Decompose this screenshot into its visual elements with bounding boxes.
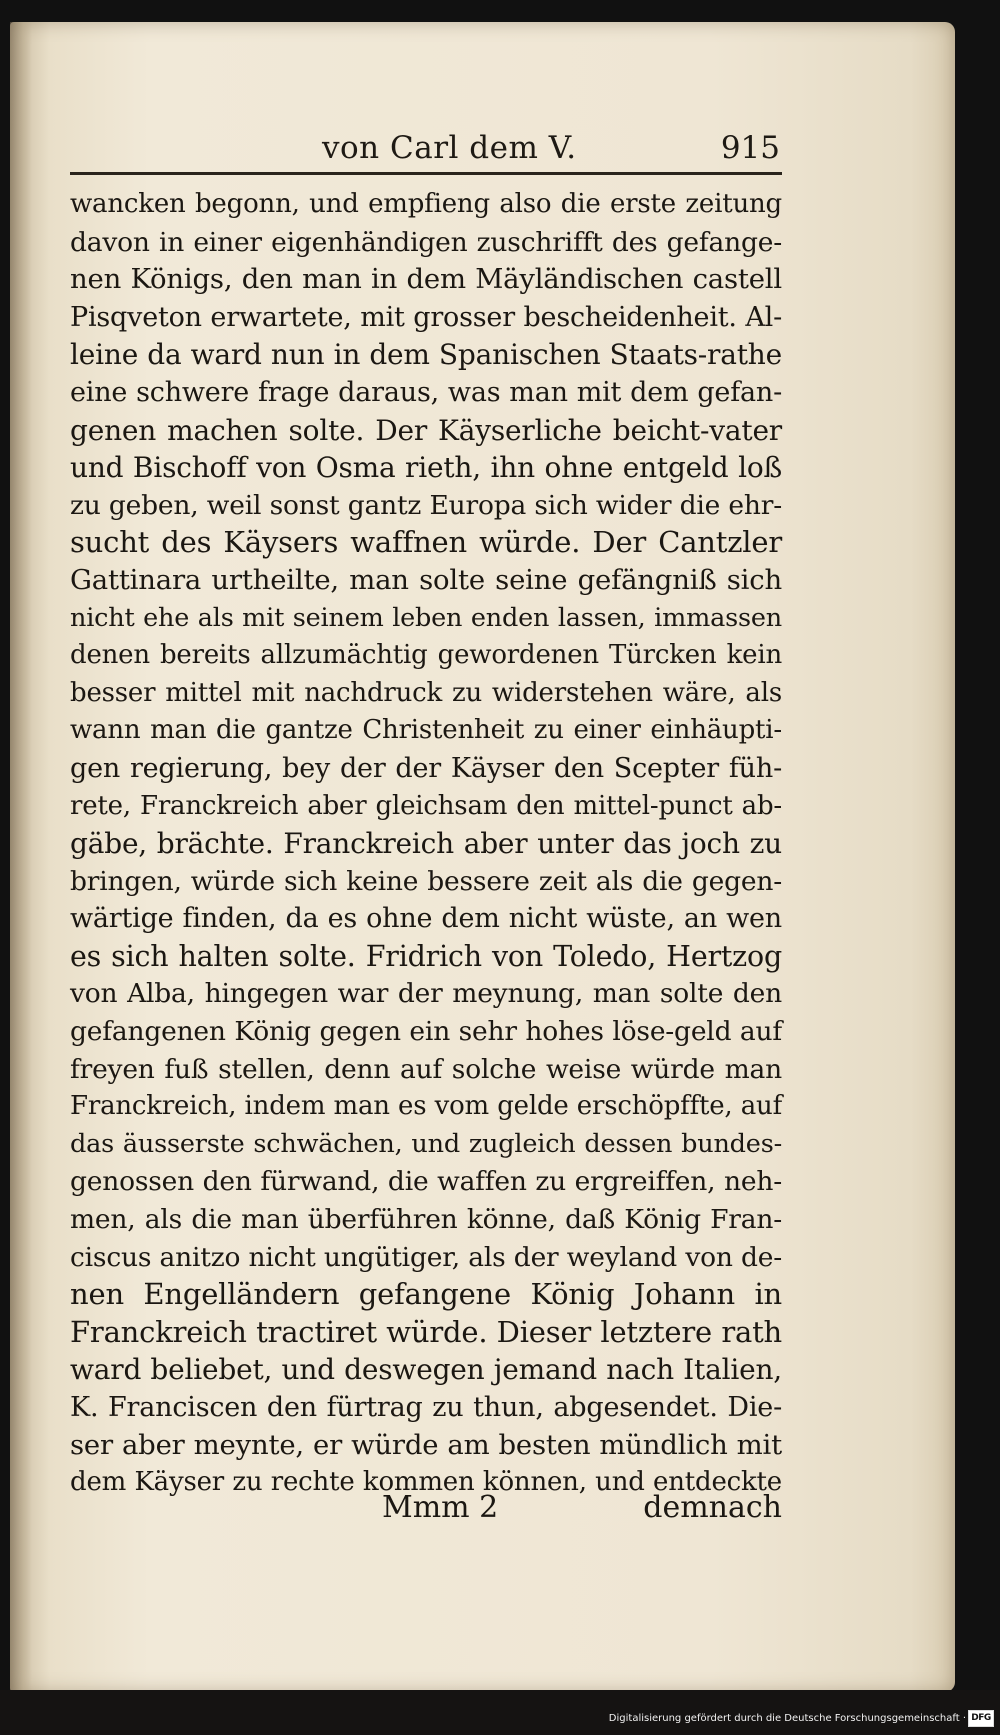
text-line: K. Franciscen den fürtrag zu thun, abgesendet. Die- [70, 1392, 782, 1423]
page-gutter-shadow [10, 22, 32, 1692]
header-rule [70, 172, 782, 175]
text-line: wann man die gantze Christenheit zu einer einhäupti- [70, 715, 782, 746]
page-footer [70, 1490, 782, 1534]
text-line: sucht des Käysers waffnen würde. Der Cantzler [70, 525, 782, 560]
text-line: wärtige finden, da es ohne dem nicht wüste, an wen [70, 903, 782, 935]
text-line: gäbe, brächte. Franckreich aber unter das joch zu [70, 827, 782, 861]
text-line: von Alba, hingegen war der meynung, man solte den [70, 978, 782, 1010]
text-line: nen Königs, den man in dem Mäyländischen castell [70, 263, 782, 296]
text-line: eine schwere frage daraus, was man mit dem gefan- [70, 376, 782, 408]
catchword: demnach [643, 1490, 782, 1525]
text-line: nen Engelländern gefangene König Johann in [70, 1277, 782, 1312]
text-line: das äusserste schwächen, und zugleich dessen bundes- [70, 1128, 782, 1159]
text-line: freyen fuß stellen, denn auf solche weise würde man [70, 1053, 782, 1085]
text-line: nicht ehe als mit seinem leben enden lassen, immassen [70, 602, 782, 633]
text-line: ward beliebet, und deswegen jemand nach Italien, [70, 1353, 782, 1387]
page-number: 915 [720, 130, 780, 166]
text-line: men, als die man überführen könne, daß König Fran- [70, 1204, 782, 1236]
text-line: Gattinara urtheilte, man solte seine gefängniß sich [70, 563, 782, 596]
text-line: dem Käyser zu rechte kommen können, und entdeckte [70, 1467, 782, 1498]
dfg-logo-icon: DFG [968, 1710, 994, 1727]
text-line: genossen den fürwand, die waffen zu ergreiffen, neh- [70, 1166, 782, 1198]
text-line: Pisqveton erwartete, mit grosser bescheidenheit. Al- [70, 301, 782, 333]
running-title: von Carl dem V. [322, 130, 577, 166]
text-line: es sich halten solte. Fridrich von Toledo, Hertzog [70, 939, 782, 973]
text-line: wancken begonn, und empfieng also die erste zeitung [70, 189, 782, 219]
text-line: ser aber meynte, er würde am besten mündlich mit [70, 1428, 782, 1461]
text-line: Franckreich, indem man es vom gelde erschöpffte, auf [70, 1091, 782, 1122]
text-line: ciscus anitzo nicht ungütiger, als der weyland von de- [70, 1241, 782, 1273]
text-line: zu geben, weil sonst gantz Europa sich wider die ehr- [70, 489, 782, 521]
signature-mark: Mmm 2 [382, 1490, 499, 1525]
text-line: besser mittel mit nachdruck zu widerstehen wäre, als [70, 677, 782, 708]
text-line: Franckreich tractiret würde. Dieser letztere rath [70, 1314, 782, 1349]
digitization-credit: Digitalisierung gefördert durch die Deutsche Forschungsgemeinschaft · [608, 1713, 966, 1724]
text-line: gefangenen König gegen ein sehr hohes löse-geld auf [70, 1016, 782, 1048]
text-line: davon in einer eigenhändigen zuschrifft des gefange- [70, 226, 782, 258]
text-line: und Bischoff von Osma rieth, ihn ohne entgeld loß [70, 451, 782, 485]
text-line: bringen, würde sich keine bessere zeit als die gegen- [70, 865, 782, 897]
text-line: genen machen solte. Der Käyserliche beicht-vater [70, 413, 782, 447]
text-line: gen regierung, bey der der Käyser den Scepter füh- [70, 752, 782, 784]
body-text [70, 186, 782, 1502]
text-line: rete, Franckreich aber gleichsam den mittel-punct ab- [70, 790, 782, 821]
text-line: denen bereits allzumächtig gewordenen Türcken kein [70, 640, 782, 671]
text-line: leine da ward nun in dem Spanischen Staats-rathe [70, 338, 782, 372]
running-head [72, 130, 780, 170]
